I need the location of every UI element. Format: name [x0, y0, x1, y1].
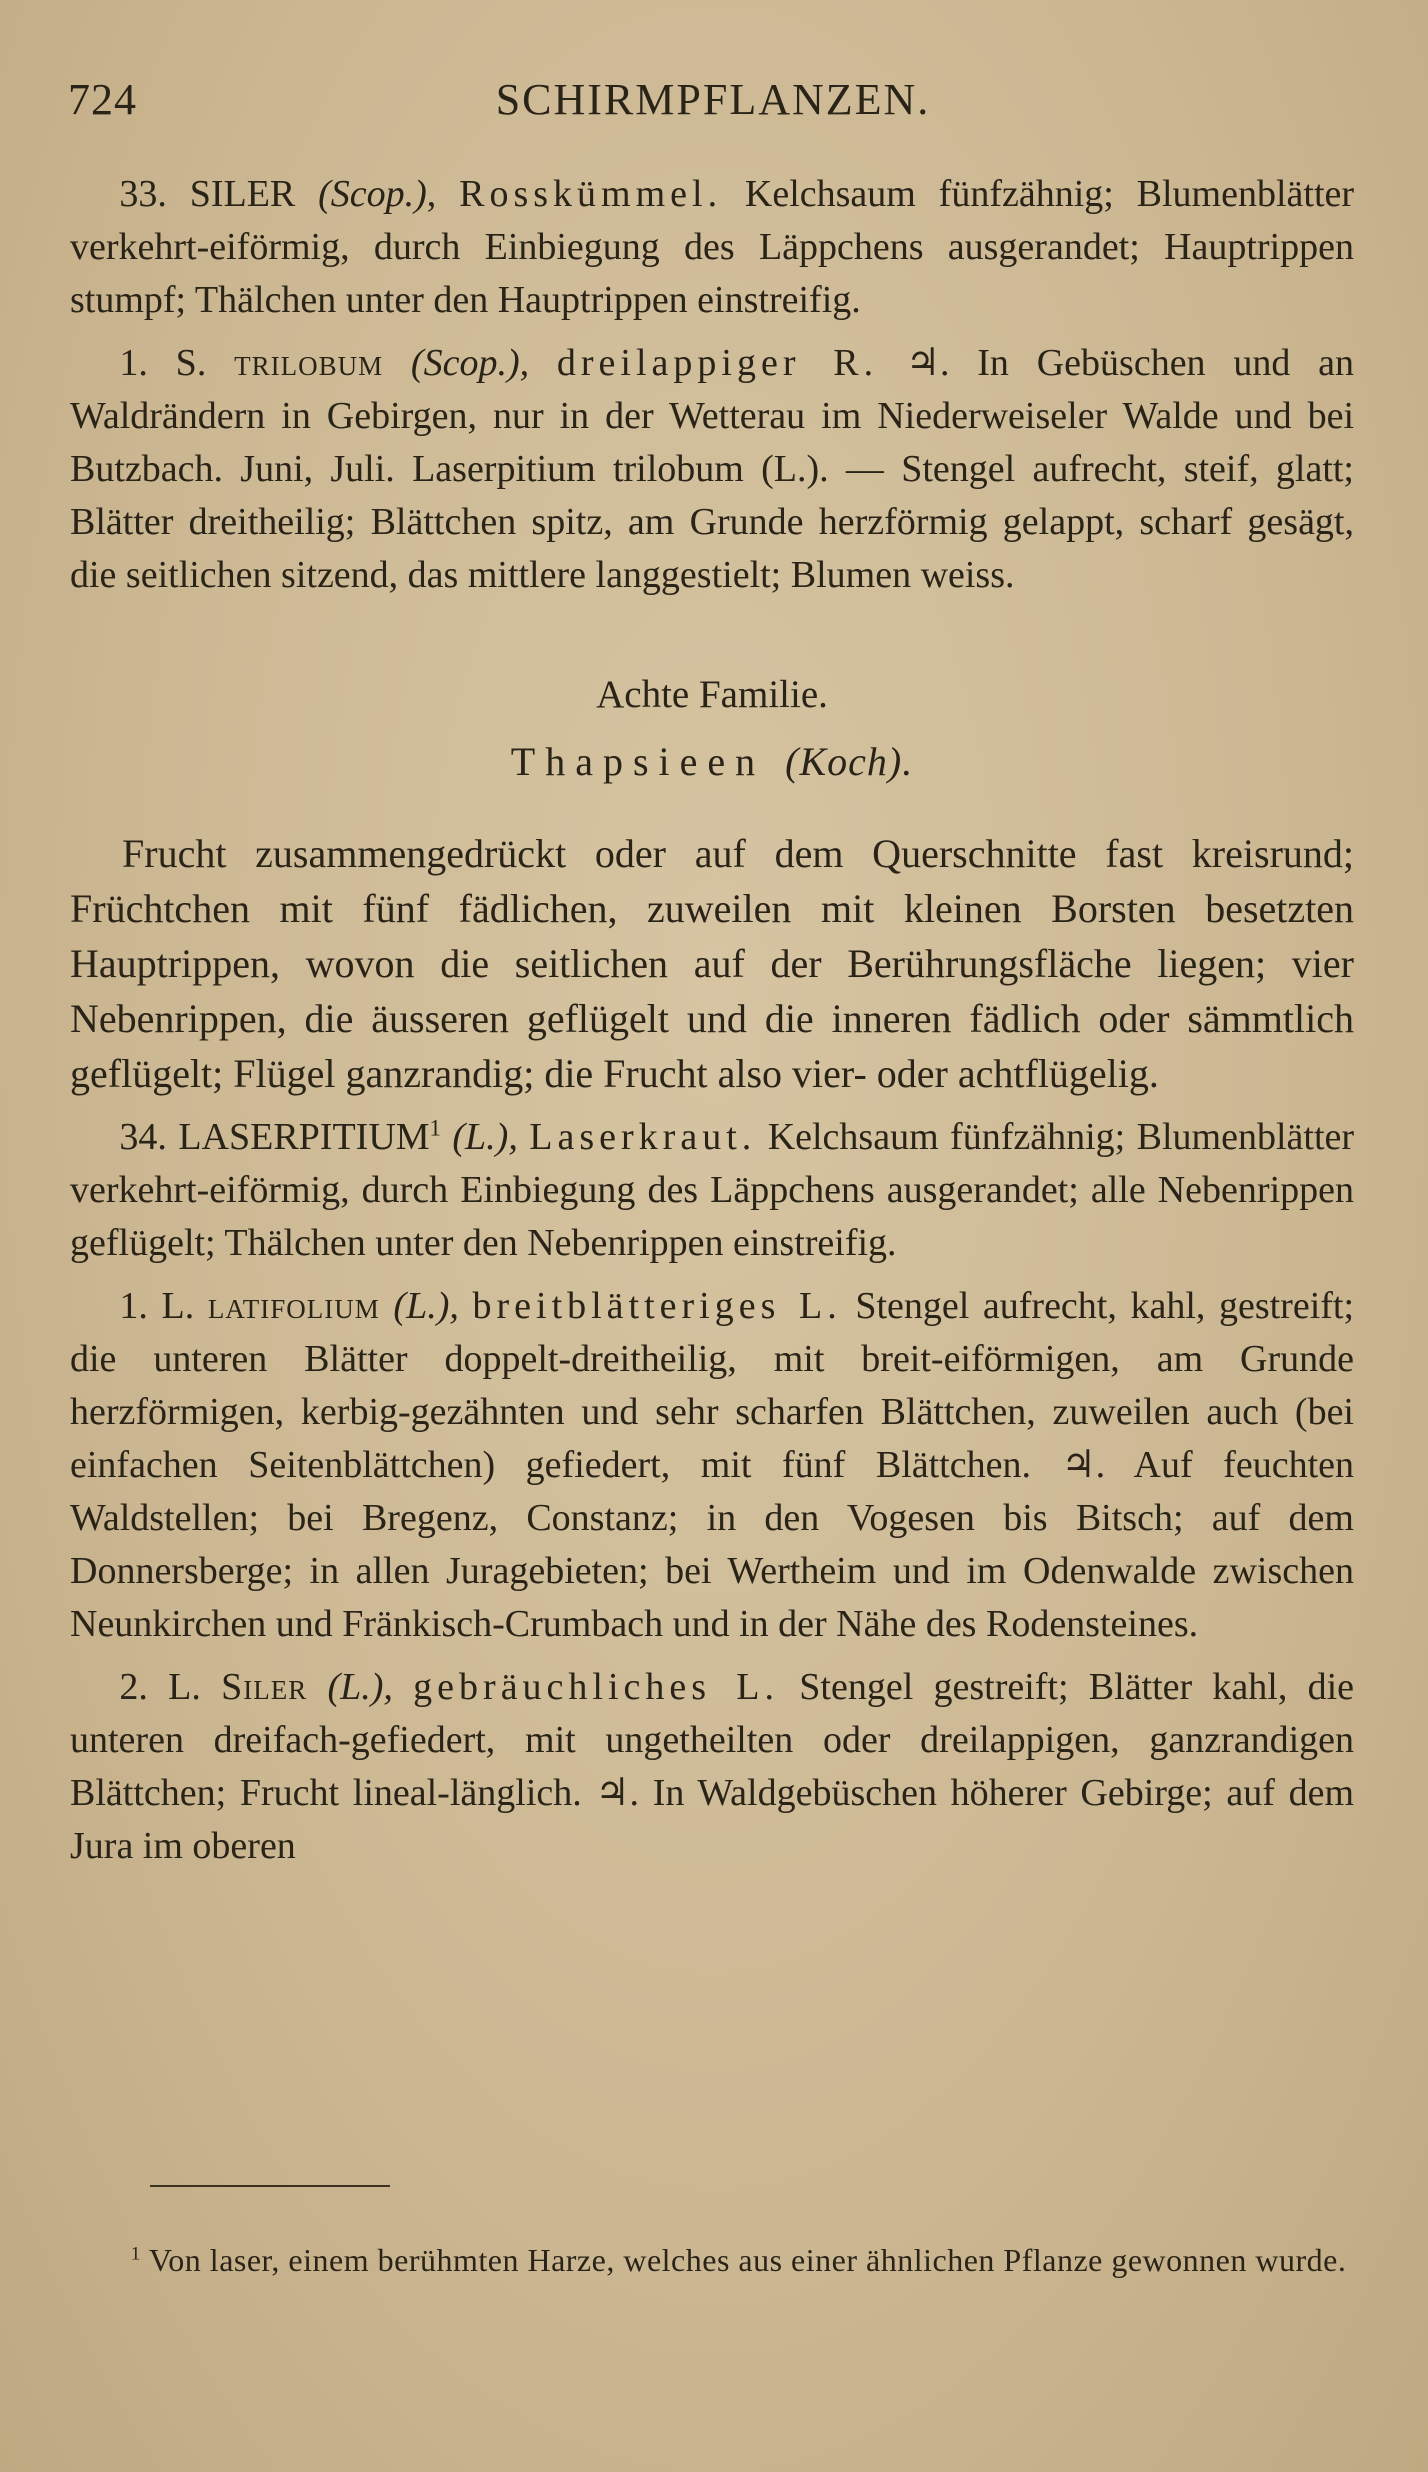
genus-description: Kelchsaum fünfzähnig; Blumenblätter verkehrt-eiförmig, durch Einbiegung des Läppchens ausgerandet; Hauptrippen stumpf; Thälchen unter den Hauptrippen einstreifig. [70, 173, 1355, 321]
species-description: Stengel aufrecht, kahl, gestreift; die unteren Blätter doppelt-dreitheilig, mit breit-eiförmigen, am Grunde herzförmigen, kerbig-gezähnten und sehr scharfen Blättchen, zuweilen auch (bei einfachen Seitenblättchen) gefiedert, mit fünf Blättchen. ♃. Auf feuchten Waldstellen; bei Bregenz, Constanz; in den Vogesen bis Bitsch; auf dem Donnersberge; in allen Juragebieten; bei Wertheim und im Odenwalde zwischen Neunkirchen und Fränkisch-Crumbach und in der Nähe des Rodensteines. [70, 1285, 1355, 1645]
genus-33-paragraph: 33. SILER (Scop.), Rosskümmel. Kelchsaum fünfzähnig; Blumenblätter verkehrt-eiförmig, durch Einbiegung des Läppchens ausgerandet; Hauptrippen stumpf; Thälchen unter den Hauptrippen einstreifig. [70, 173, 1355, 321]
genus-common-name: Rosskümmel. [459, 173, 723, 215]
species-name: trilobum [234, 342, 384, 384]
footnote-mark: 1 [130, 2243, 141, 2265]
genus-authority: (L.), [452, 1116, 518, 1158]
genus-number: 34. LASERPITIUM [119, 1116, 430, 1158]
genus-number: 33. SILER [119, 173, 296, 215]
species-authority: (Scop.), [410, 342, 530, 384]
family-name-line [70, 735, 1354, 788]
footnote [70, 2237, 1354, 2283]
family-authority: (Koch). [785, 739, 914, 784]
page-body [70, 168, 1354, 1883]
page-header [68, 74, 1358, 134]
running-title: SCHIRMPFLANZEN. [495, 75, 931, 124]
species-authority: (L.), [327, 1666, 393, 1708]
species-name: Siler [221, 1666, 308, 1708]
footnote-text: Von laser, einem berühmten Harze, welches aus einer ähnlichen Pflanze gewonnen wurde. [148, 2242, 1347, 2278]
species-paragraph [70, 1280, 1354, 1651]
species-common-name: dreilappiger R. [556, 342, 879, 384]
species-description: ♃. In Gebüschen und an Waldrändern in Gebirgen, nur in der Wetterau im Niederweiseler Walde und bei Butzbach. Juni, Juli. Laserpitium trilobum (L.). — Stengel aufrecht, steif, glatt; Blätter dreitheilig; Blättchen spitz, am Grunde herzförmig gelappt, scharf gesägt, die seitlichen sitzend, das mittlere langgestielt; Blumen weiss. [70, 342, 1355, 596]
genus-34-paragraph [70, 1111, 1354, 1270]
footnote-divider [150, 2185, 390, 2187]
family-name: Thapsieen [510, 739, 766, 784]
species-number: 1. S. [119, 342, 207, 384]
species-number: 2. L. [119, 1666, 201, 1708]
species-paragraph [70, 337, 1354, 602]
species-name: latifolium [207, 1285, 380, 1327]
family-description: Frucht zusammengedrückt oder auf dem Querschnitte fast kreisrund; Früchtchen mit fünf fädlichen, zuweilen mit kleinen Borsten besetzten Hauptrippen, wovon die seitlichen auf der Berührungsfläche liegen; vier Nebenrippen, die äusseren geflügelt und die inneren fädlich oder sämmtlich geflügelt; Flügel ganzrandig; die Frucht also vier- oder achtflügelig. [70, 831, 1354, 1096]
species-paragraph [70, 1661, 1354, 1873]
species-common-name: breitblätteriges L. [472, 1285, 842, 1327]
species-common-name: gebräuchliches L. [413, 1666, 780, 1708]
genus-authority: (Scop.) [318, 173, 427, 215]
species-authority: (L.), [393, 1285, 459, 1327]
family-heading: Achte Familie. [596, 673, 828, 716]
genus-description: Kelchsaum fünfzähnig; Blumenblätter verkehrt-eiförmig, durch Einbiegung des Läppchens ausgerandet; alle Nebenrippen geflügelt; Thälchen unter den Nebenrippen einstreifig. [70, 1116, 1355, 1264]
page-number: 724 [68, 75, 137, 124]
genus-common-name: Laserkraut. [529, 1116, 757, 1158]
species-description: Stengel gestreift; Blätter kahl, die unteren dreifach-gefiedert, mit ungetheilten oder dreilappigen, ganzrandigen Blättchen; Frucht lineal-länglich. ♃. In Waldgebüschen höherer Gebirge; auf dem Jura im oberen [70, 1666, 1355, 1867]
species-number: 1. L. [119, 1285, 195, 1327]
footnote-reference: 1 [429, 1115, 441, 1141]
